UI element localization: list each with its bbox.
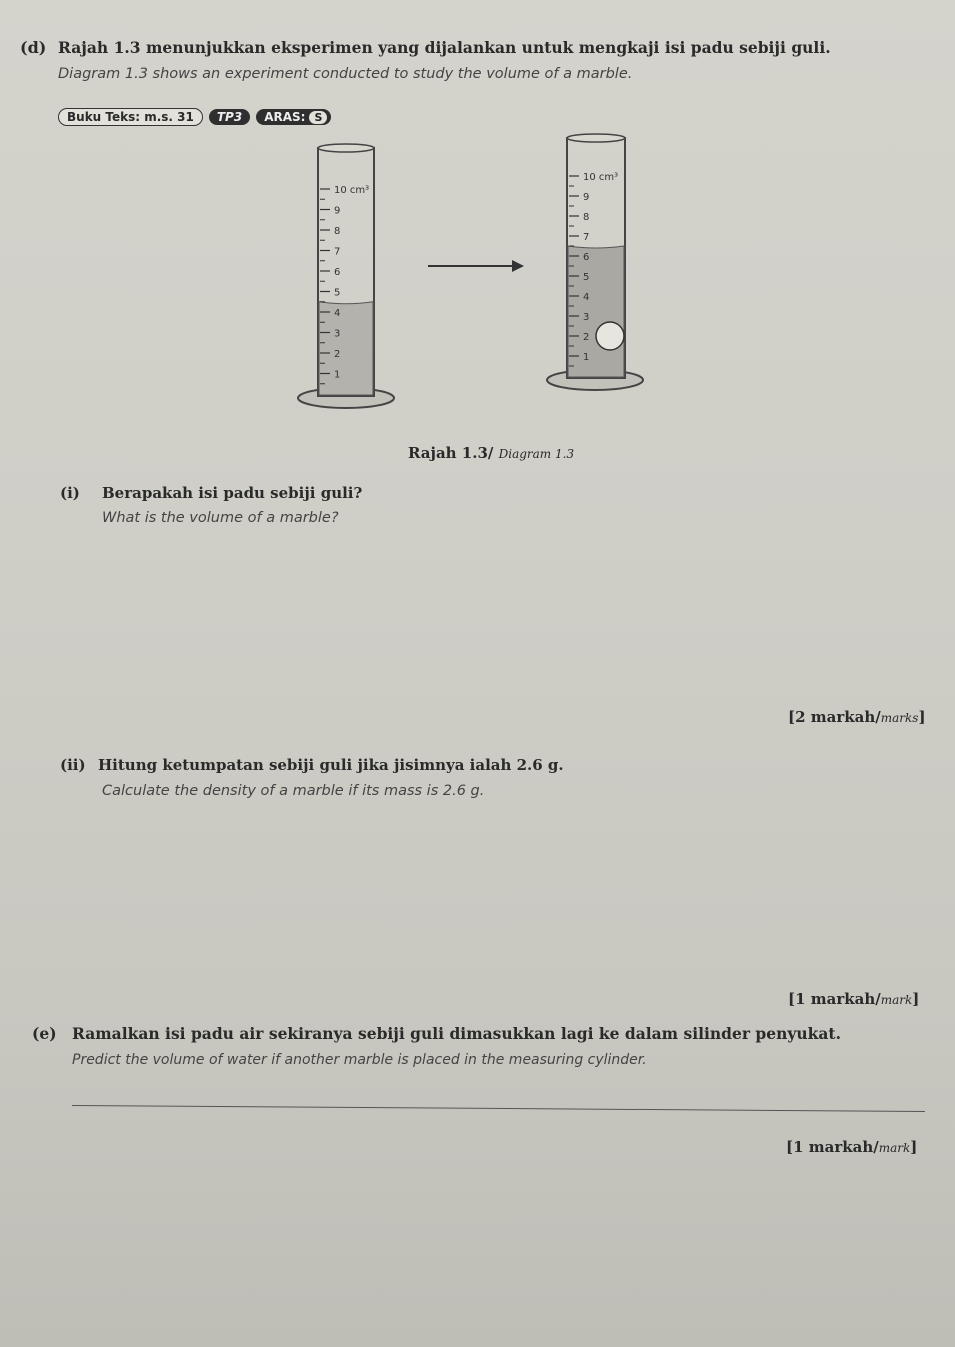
question-e-marks-close: ] <box>910 1138 918 1156</box>
part-i-label: (i) <box>60 484 80 502</box>
right-tick-label-3: 3 <box>583 312 590 323</box>
measuring-cylinder-diagram <box>290 130 660 420</box>
right-tick-label-9: 9 <box>583 192 590 203</box>
question-e-text-en: Predict the volume of water if another marble is placed in the measuring cylinder. <box>72 1052 647 1068</box>
right-tick-label-6: 6 <box>583 252 590 263</box>
part-ii-marks-en: mark <box>880 993 913 1007</box>
left-tick-label-10: 10 cm³ <box>334 185 370 196</box>
part-ii-marks-ms: [1 markah/ <box>788 990 881 1008</box>
cylinder-left <box>298 144 394 408</box>
part-ii-marks-close: ] <box>912 990 920 1008</box>
part-i-marks-ms: [2 markah/ <box>788 708 881 726</box>
caption-en: Diagram 1.3 <box>498 447 575 461</box>
part-i-marks <box>788 708 926 726</box>
left-tick-label-5: 5 <box>334 287 341 299</box>
right-tick-label-2: 2 <box>583 332 590 343</box>
right-tick-label-7: 7 <box>583 232 590 243</box>
cylinder-right <box>547 134 643 390</box>
cylinder-right-rim <box>567 134 625 142</box>
cylinder-right-water <box>568 246 624 377</box>
question-d-label: (d) <box>20 38 47 57</box>
badge-row <box>58 108 331 126</box>
left-tick-label-7: 7 <box>334 246 341 258</box>
left-tick-label-9: 9 <box>334 205 341 217</box>
part-ii-marks <box>788 990 919 1008</box>
tp-level-badge: TP3 <box>209 109 250 125</box>
question-d-text-en: Diagram 1.3 shows an experiment conducted to study the volume of a marble. <box>58 66 633 82</box>
part-i-marks-en: marks <box>880 711 919 725</box>
marble-icon <box>596 322 624 350</box>
part-i-marks-close: ] <box>918 708 926 726</box>
arrow-icon <box>428 260 524 272</box>
textbook-page-badge: Buku Teks: m.s. 31 <box>58 108 203 126</box>
part-ii-text-ms: Hitung ketumpatan sebiji guli jika jisimnya ialah 2.6 g. <box>98 756 564 774</box>
left-tick-label-3: 3 <box>334 328 341 340</box>
left-tick-label-8: 8 <box>334 226 341 237</box>
part-i-text-ms: Berapakah isi padu sebiji guli? <box>102 484 363 502</box>
part-i-text-en: What is the volume of a marble? <box>102 510 339 526</box>
aras-label: ARAS: <box>264 110 306 124</box>
left-tick-label-2: 2 <box>334 349 341 360</box>
right-tick-label-4: 4 <box>583 292 590 303</box>
left-tick-label-6: 6 <box>334 267 341 278</box>
right-tick-label-1: 1 <box>583 352 590 363</box>
part-ii-text-en: Calculate the density of a marble if its mass is 2.6 g. <box>102 783 485 799</box>
right-tick-label-5: 5 <box>583 272 590 283</box>
question-e-marks-en: mark <box>878 1141 911 1155</box>
aras-badge <box>256 109 331 125</box>
right-tick-label-10: 10 cm³ <box>583 172 619 183</box>
question-e-text-ms: Ramalkan isi padu air sekiranya sebiji guli dimasukkan lagi ke dalam silinder penyukat. <box>72 1024 841 1043</box>
caption-ms: Rajah 1.3/ <box>408 444 494 462</box>
question-e-marks <box>786 1138 917 1156</box>
cylinder-left-water <box>319 302 373 395</box>
left-tick-label-4: 4 <box>334 308 341 319</box>
question-e-marks-ms: [1 markah/ <box>786 1138 879 1156</box>
aras-level: S <box>309 111 327 124</box>
part-ii-label: (ii) <box>60 756 86 774</box>
diagram-caption <box>408 444 574 462</box>
answer-line <box>72 1105 925 1112</box>
left-tick-label-1: 1 <box>334 369 341 381</box>
right-tick-label-8: 8 <box>583 212 590 223</box>
cylinder-left-rim <box>318 144 374 152</box>
question-e-label: (e) <box>32 1024 57 1043</box>
question-d-text-ms: Rajah 1.3 menunjukkan eksperimen yang dijalankan untuk mengkaji isi padu sebiji guli. <box>58 38 831 57</box>
